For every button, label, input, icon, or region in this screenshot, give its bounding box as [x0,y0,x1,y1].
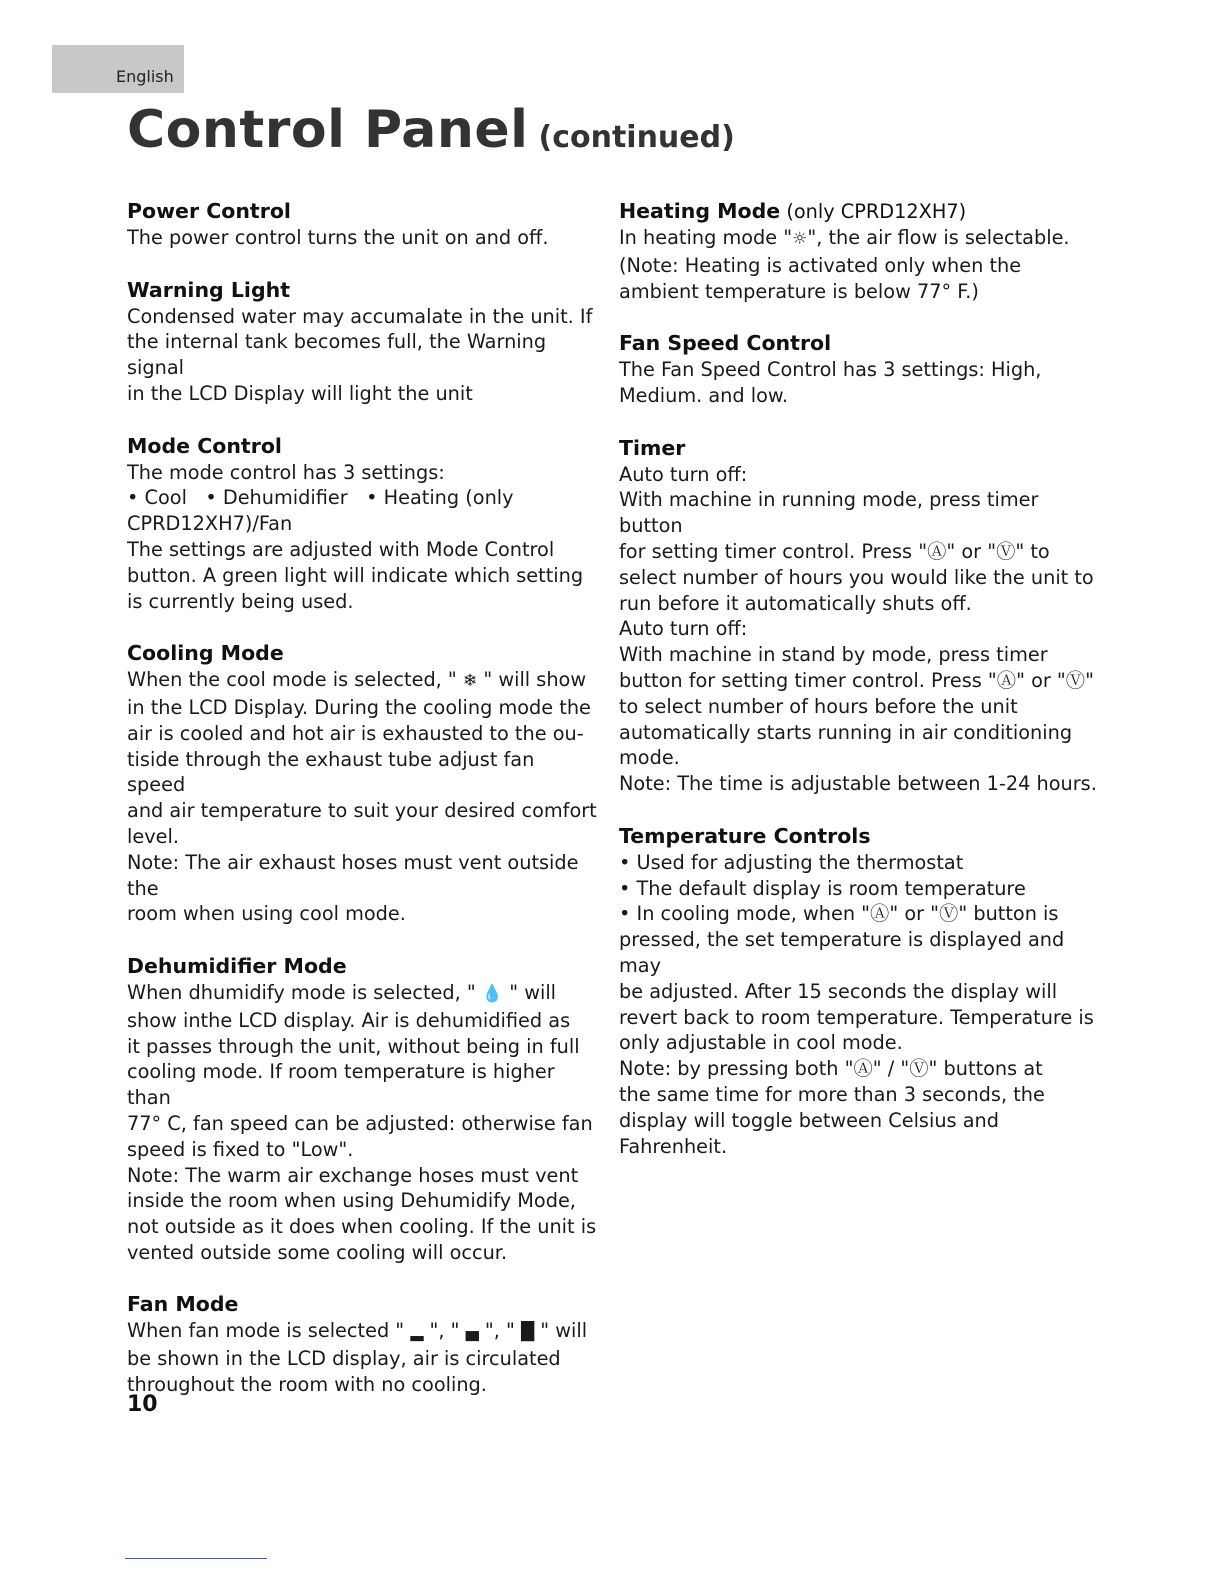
cooling-mode-section [127,640,597,927]
text-line: Medium. and low. [619,383,789,407]
text-line: Fahrenheit. [619,1134,728,1158]
heading-text: Heating Mode [619,199,781,223]
fan-mode-section [127,1291,597,1397]
text-line: in the LCD Display. During the cooling mode the [127,695,591,719]
heating-mode-heading [619,198,1097,225]
text-line: show inthe LCD display. Air is dehumidified as [127,1008,571,1032]
text-line: revert back to room temperature. Temperature is [619,1005,1094,1029]
text-line: ambient temperature is below 77° F.) [619,279,979,303]
fan-speed-section [619,330,1097,409]
footer-rule [125,1558,267,1559]
text-line: to select number of hours before the unit [619,694,1018,718]
text-line: (Note: Heating is activated only when the [619,253,1022,277]
text-line: CPRD12XH7)/Fan [127,512,293,536]
text-line: With machine in running mode, press timer button [619,488,1039,538]
text-line [127,980,597,1008]
mode-control-heading: Mode Control [127,433,282,458]
text-line: Auto turn off: [619,462,748,486]
text-line: cooling mode. If room temperature is higher than [127,1060,555,1110]
text-line: only adjustable in cool mode. [619,1031,903,1055]
text-line: Note: The air exhaust hoses must vent outside the [127,850,579,900]
mode-option-heating: • Heating (only [366,486,514,509]
language-label: English [116,67,174,86]
text-line: mode. [619,746,680,770]
text-line: the same time for more than 3 seconds, the [619,1082,1045,1106]
text-fragment: ", " [478,1319,521,1343]
text-line: it passes through the unit, without being in full [127,1034,580,1058]
bullet-item: • The default display is room temperature [619,876,1097,902]
text-line [127,667,597,695]
text-line: level. [127,824,179,848]
title-main: Control Panel [127,100,529,160]
text-fragment: When dhumidify mode is selected, " [127,980,482,1004]
snowflake-icon: ❄ [462,671,478,692]
fan-medium-icon: ▄ [465,1322,479,1343]
power-control-text: The power control turns the unit on and off. [127,226,549,249]
mode-option-dehumidifier: • Dehumidifier [205,486,347,509]
heating-mode-section [619,198,1097,304]
text-fragment: When the cool mode is selected, " [127,668,463,692]
text-fragment: " will show [477,668,587,692]
text-fragment: ", the air flow is selectable. [807,226,1070,249]
text-line [619,225,1097,253]
text-fragment: ", " [423,1319,466,1343]
text-fragment: In heating mode " [619,226,793,249]
text-line: speed is fixed to "Low". [127,1137,354,1161]
mode-options-line [127,485,597,511]
fan-high-icon: █ [521,1322,535,1343]
timer-heading: Timer [619,435,686,460]
text-line: throughout the room with no cooling. [127,1373,487,1397]
warning-light-section [127,277,597,407]
text-line: Note: by pressing both "Ⓐ" / "Ⓥ" buttons at [619,1057,1043,1081]
text-line: Note: The time is adjustable between 1-24 hours. [619,772,1097,796]
text-line: air is cooled and hot air is exhausted to the ou- [127,721,584,745]
cooling-mode-heading: Cooling Mode [127,641,284,666]
title-sub: (continued) [538,120,735,155]
right-column [619,198,1097,1185]
text-line: select number of hours you would like the unit to [619,565,1094,589]
text-line: not outside as it does when cooling. If the unit is [127,1215,597,1239]
text-line: The mode control has 3 settings: [127,460,445,484]
text-line [127,1318,597,1346]
water-drop-icon: 💧 [481,983,504,1004]
warning-light-heading: Warning Light [127,277,291,302]
left-column [127,198,597,1424]
text-line: and air temperature to suit your desired comfort [127,799,597,823]
text-line: be shown in the LCD display, air is circulated [127,1347,561,1371]
text-line: The Fan Speed Control has 3 settings: High, [619,358,1042,382]
text-fragment: " will [534,1319,588,1343]
page-number: 10 [127,1392,158,1417]
fan-speed-heading: Fan Speed Control [619,331,832,356]
temperature-controls-heading: Temperature Controls [619,823,871,848]
text-line: 77° C, fan speed can be adjusted: otherwise fan [127,1111,593,1135]
text-line: Note: The warm air exchange hoses must vent [127,1163,579,1187]
text-line: the internal tank becomes full, the Warning signal [127,330,547,380]
sun-icon: ☼ [792,229,808,249]
text-line: vented outside some cooling will occur. [127,1240,508,1264]
text-line: run before it automatically shuts off. [619,591,972,615]
text-fragment: " will [503,980,557,1004]
fan-low-icon: ▂ [410,1322,424,1343]
dehumidifier-mode-section [127,953,597,1266]
timer-section [619,435,1097,797]
text-line: automatically starts running in air conditioning [619,720,1073,744]
text-line: is currently being used. [127,589,354,613]
page-title [127,100,735,160]
temperature-controls-section [619,823,1097,1160]
text-line: button for setting timer control. Press "Ⓐ" or "Ⓥ" [619,668,1094,692]
text-line: Auto turn off: [619,617,748,641]
text-line: be adjusted. After 15 seconds the display will [619,979,1058,1003]
text-line: for setting timer control. Press "Ⓐ" or "Ⓥ" to [619,539,1050,563]
text-line: room when using cool mode. [127,902,406,926]
language-tab [52,45,184,93]
text-line: tiside through the exhaust tube adjust fan speed [127,747,535,797]
mode-option-cool: • Cool [127,486,187,509]
text-line: pressed, the set temperature is displayed and may [619,928,1065,977]
text-line: inside the room when using Dehumidify Mode, [127,1189,576,1213]
bullet-item: • Used for adjusting the thermostat [619,850,1097,876]
power-control-section [127,198,597,251]
text-line: in the LCD Display will light the unit [127,381,473,405]
fan-mode-heading: Fan Mode [127,1292,239,1317]
mode-control-section [127,433,597,615]
text-line: Condensed water may accumalate in the unit. If [127,304,593,328]
text-line: With machine in stand by mode, press timer [619,643,1048,667]
bullet-item: • In cooling mode, when "Ⓐ" or "Ⓥ" button is [619,901,1097,927]
power-control-heading: Power Control [127,199,291,223]
heading-model-note: (only CPRD12XH7) [780,200,967,223]
dehumidifier-mode-heading: Dehumidifier Mode [127,953,347,978]
text-fragment: When fan mode is selected " [127,1319,411,1343]
text-line: display will toggle between Celsius and [619,1108,1000,1132]
text-line: button. A green light will indicate which setting [127,563,584,587]
text-line: The settings are adjusted with Mode Control [127,537,555,561]
